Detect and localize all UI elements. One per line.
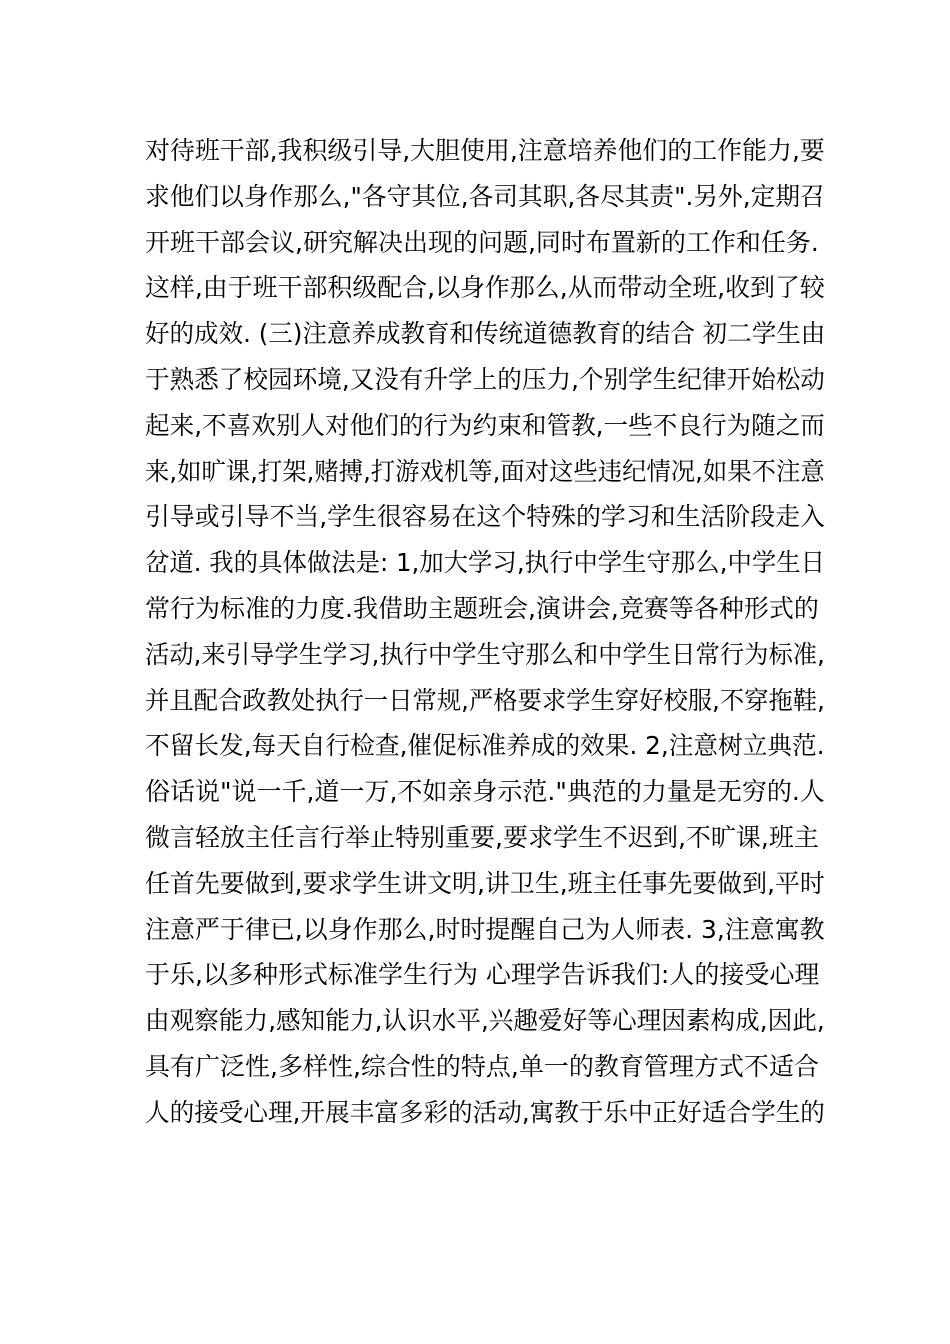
text-line-8: 来,如旷课,打架,赌搏,打游戏机等,面对这些违纪情况,如果不注意: [145, 456, 825, 486]
text-line-18: 注意严于律已,以身作那么,时时提醒自己为人师表. 3,注意寓教: [145, 914, 825, 944]
text-line-5: 好的成效. (三)注意养成教育和传统道德教育的结合 初二学生由: [145, 319, 826, 349]
text-line-7: 起来,不喜欢别人对他们的行为约束和管教,一些不良行为随之而: [145, 410, 825, 440]
text-line-19: 于乐,以多种形式标准学生行为 心理学告诉我们:人的接受心理: [145, 960, 820, 990]
text-line-11: 常行为标准的力度.我借助主题班会,演讲会,竞赛等各种形式的: [145, 593, 819, 623]
text-line-1: 对待班干部,我积级引导,大胆使用,注意培养他们的工作能力,要: [145, 136, 825, 165]
text-line-3: 开班干部会议,研究解决出现的问题,同时布置新的工作和任务.: [145, 227, 819, 257]
text-line-6: 于熟悉了校园环境,又没有升学上的压力,个别学生纪律开始松动: [145, 364, 825, 394]
text-line-4: 这样,由于班干部积级配合,以身作那么,从而带动全班,收到了较: [145, 273, 825, 303]
text-line-2: 求他们以身作那么,"各守其位,各司其职,各尽其责".另外,定期召: [145, 181, 825, 211]
text-line-12: 活动,来引导学生学习,执行中学生守那么和中学生日常行为标准,: [145, 639, 825, 669]
text-line-9: 引导或引导不当,学生很容易在这个特殊的学习和生活阶段走入: [145, 502, 825, 532]
text-line-14: 不留长发,每天自行检查,催促标准养成的效果. 2,注意树立典范.: [145, 731, 825, 761]
text-line-10: 岔道. 我的具体做法是: 1,加大学习,执行中学生守那么,中学生日: [145, 548, 826, 578]
text-line-15: 俗话说"说一千,道一万,不如亲身示范."典范的力量是无穷的.人: [145, 777, 825, 807]
text-line-17: 任首先要做到,要求学生讲文明,讲卫生,班主任事先要做到,平时: [145, 868, 825, 898]
text-line-21: 具有广泛性,多样性,综合性的特点,单一的教育管理方式不适合: [145, 1051, 819, 1081]
text-line-22: 人的接受心理,开展丰富多彩的活动,寓教于乐中正好适合学生的: [145, 1097, 825, 1127]
text-line-20: 由观察能力,感知能力,认识水平,兴趣爱好等心理因素构成,因此,: [145, 1006, 825, 1036]
text-line-13: 并且配合政教处执行一日常规,严格要求学生穿好校服,不穿拖鞋,: [145, 685, 825, 715]
text-line-16: 微言轻放主任言行举止特别重要,要求学生不迟到,不旷课,班主: [145, 822, 819, 852]
body-text: [145, 128, 825, 1136]
